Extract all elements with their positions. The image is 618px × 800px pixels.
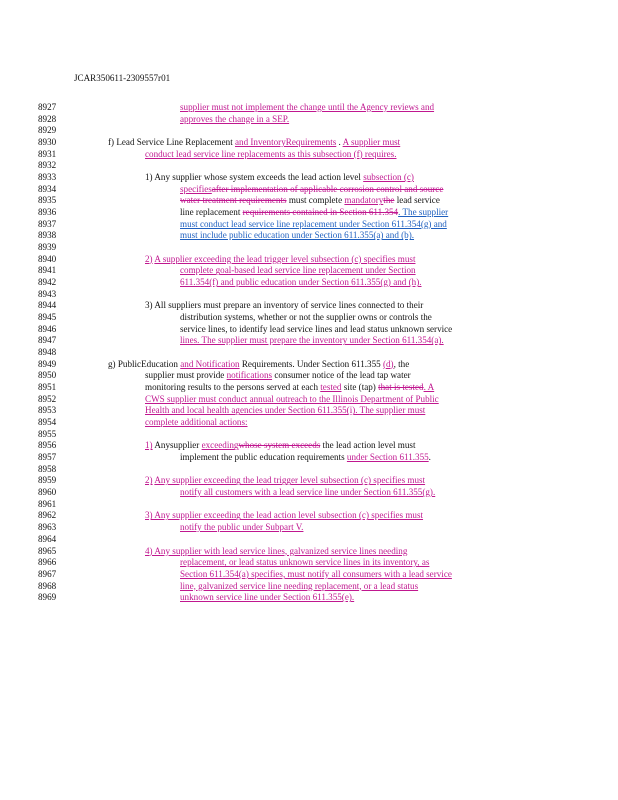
inserted-text: 4) Any supplier with lead service lines, galvanized service lines needing [145, 545, 408, 556]
inserted-text: supplier must not implement the change until the Agency reviews and [180, 102, 435, 112]
text-segment: must complete [286, 195, 345, 206]
line-text [145, 299, 423, 311]
line-number: 8936 [38, 207, 57, 217]
deleted-text: water treatment requirements [180, 195, 287, 206]
deleted-text: whose system exceeds [238, 440, 321, 451]
line-number: 8951 [38, 382, 57, 393]
line-text [145, 509, 423, 521]
deleted-text: requirements contained in Section 611.354 [242, 207, 399, 217]
line-text [108, 136, 400, 148]
line-text [145, 171, 414, 183]
line-number: 8935 [38, 195, 57, 206]
line-number: 8930 [38, 137, 57, 147]
line-number: 8929 [38, 125, 57, 136]
text-segment: Anysupplier [152, 440, 202, 451]
line-number: 8933 [38, 172, 57, 182]
document-line [38, 334, 598, 346]
line-text [145, 369, 411, 381]
inserted-text: line, galvanized service line needing replacement, or a lead status [180, 580, 419, 591]
document-line [38, 101, 598, 113]
inserted-text: Section 611.354(a) specifies, must notify all consumers with a lead service [180, 568, 452, 579]
line-text [180, 229, 414, 241]
line-text [180, 311, 432, 323]
document-line [38, 171, 598, 183]
document-line [38, 229, 598, 241]
line-text [145, 474, 425, 486]
line-number: 8949 [38, 358, 57, 369]
line-text [180, 451, 431, 463]
document-line [38, 428, 598, 440]
document-line [38, 463, 598, 475]
line-number: 8940 [38, 253, 57, 264]
line-number: 8957 [38, 452, 57, 463]
line-text [180, 276, 422, 288]
document-line [38, 148, 598, 160]
line-text [180, 486, 435, 498]
line-text [180, 334, 444, 346]
document-line [38, 521, 598, 533]
document-line [38, 451, 598, 463]
inserted-text: specifies [180, 183, 212, 194]
line-number: 8953 [38, 405, 57, 416]
line-number: 8941 [38, 265, 57, 276]
text-segment: supplier must provide [145, 370, 227, 381]
line-text [145, 253, 415, 265]
text-segment: service lines, to identify lead service lines and lead status unknown service [180, 323, 453, 334]
line-text [180, 323, 452, 335]
line-number: 8962 [38, 510, 57, 521]
inserted-text: . A [423, 382, 435, 393]
inserted-text: must include public education under Section 611.355(a) and (b). [180, 230, 415, 241]
line-text [145, 439, 415, 451]
line-number: 8939 [38, 242, 57, 252]
document-line [38, 241, 598, 253]
text-segment: 1) Any supplier whose system exceeds the lead action level [145, 172, 364, 182]
document-line [38, 381, 598, 393]
document-line [38, 311, 598, 323]
line-number: 8956 [38, 440, 57, 451]
line-text [180, 556, 429, 568]
document-line [38, 194, 598, 206]
line-text [145, 416, 248, 428]
document-line [38, 369, 598, 381]
text-segment: Requirements. Under Section 611.355 [239, 358, 383, 369]
document-line [38, 439, 598, 451]
document-line [38, 218, 598, 230]
line-text [180, 521, 303, 533]
line-number: 8952 [38, 393, 57, 404]
line-text [180, 591, 354, 603]
inserted-text: approves the change in a SEP. [180, 113, 290, 124]
document-line [38, 253, 598, 265]
text-segment: the lead action level must [320, 440, 416, 451]
inserted-text: exceeding [201, 440, 239, 451]
document-header: JCAR350611-2309557r01 [74, 73, 171, 83]
deleted-text: the [383, 195, 395, 206]
inserted-text: lines. The supplier must prepare the inventory under Section 611.354(a). [180, 335, 444, 346]
inserted-text: replacement, or lead status unknown service lines in its inventory, as [180, 557, 430, 568]
document-line [38, 264, 598, 276]
text-segment: distribution systems, whether or not the supplier owns or controls the [180, 312, 432, 323]
line-text [180, 113, 289, 125]
document-line [38, 159, 598, 171]
document-line [38, 323, 598, 335]
document-line [38, 288, 598, 300]
line-text [108, 358, 409, 370]
line-number: 8958 [38, 463, 57, 474]
inserted-text: 611.354(f) and public education under Section 611.355(g) and (h). [180, 277, 422, 288]
document-line [38, 556, 598, 568]
document-line [38, 404, 598, 416]
document-line [38, 568, 598, 580]
line-number: 8942 [38, 277, 57, 288]
deleted-text: that is tested [378, 382, 424, 393]
line-text [145, 148, 397, 160]
inserted-text: complete additional actions: [145, 417, 248, 428]
document-line [38, 486, 598, 498]
line-number: 8961 [38, 498, 57, 509]
line-number: 8946 [38, 323, 57, 334]
text-segment: . [428, 452, 431, 463]
inserted-text: tested [320, 382, 342, 393]
document-line [38, 183, 598, 195]
line-text [180, 206, 448, 218]
text-segment: . [336, 137, 343, 147]
text-segment: , the [393, 358, 410, 369]
deleted-text: after implementation of applicable corrosion control and source [211, 183, 444, 194]
line-number: 8959 [38, 475, 57, 486]
inserted-text: 1) [145, 440, 153, 451]
document-line [38, 299, 598, 311]
document-line [38, 206, 598, 218]
inserted-text: . The supplier [398, 207, 449, 217]
line-number: 8947 [38, 335, 57, 346]
inserted-text: under Section 611.355 [346, 452, 429, 463]
line-number: 8927 [38, 102, 57, 112]
line-text [145, 404, 425, 416]
document-line [38, 533, 598, 545]
document-line [38, 474, 598, 486]
line-number: 8928 [38, 113, 57, 124]
document-line [38, 416, 598, 428]
inserted-text: CWS supplier must conduct annual outreach to the Illinois Department of Public [145, 393, 439, 404]
document-line [38, 136, 598, 148]
line-number: 8938 [38, 230, 57, 241]
line-number: 8931 [38, 148, 57, 159]
line-number: 8954 [38, 417, 57, 428]
document-line [38, 545, 598, 557]
inserted-text: mandatory [344, 195, 384, 206]
inserted-text: Health and local health agencies under Section 611.355(i). The supplier must [145, 405, 426, 416]
line-text [180, 580, 418, 592]
text-segment: consumer notice of the lead tap water [272, 370, 411, 381]
inserted-text: notifications [226, 370, 273, 381]
inserted-text: (d) [382, 358, 394, 369]
line-number: 8965 [38, 545, 57, 556]
text-segment: site (tap) [341, 382, 379, 393]
text-segment: implement the public education requirements [180, 452, 347, 463]
inserted-text: conduct lead service line replacements as this subsection (f) requires. [145, 148, 397, 159]
line-text [180, 568, 452, 580]
inserted-text: A supplier must [342, 137, 401, 147]
line-number: 8966 [38, 557, 57, 568]
text-segment: line replacement [180, 207, 243, 217]
inserted-text: notify all customers with a lead service line under Section 611.355(g). [180, 487, 436, 498]
document-line [38, 393, 598, 405]
inserted-text: A supplier exceeding the lead trigger level subsection (c) specifies must [154, 253, 416, 264]
text-segment: monitoring results to the persons served at each [145, 382, 321, 393]
document-line [38, 358, 598, 370]
inserted-text: must conduct lead service line replacement under Section 611.354(g) and [180, 218, 447, 229]
inserted-text: 2) [145, 475, 153, 486]
text-segment: g) PublicEducation [108, 358, 181, 369]
line-text [145, 545, 407, 557]
inserted-text: notify the public under Subpart V. [180, 522, 304, 533]
line-number: 8964 [38, 533, 57, 544]
inserted-text: Any supplier exceeding the lead trigger level subsection (c) specifies must [154, 475, 426, 486]
inserted-text: 2) [145, 253, 153, 264]
inserted-text: and Notification [180, 358, 240, 369]
text-segment: 3) All suppliers must prepare an inventory of service lines connected to their [145, 300, 424, 311]
inserted-text: subsection (c) [363, 172, 414, 182]
line-number: 8932 [38, 160, 57, 171]
line-text [145, 393, 439, 405]
line-text [180, 194, 440, 206]
line-number: 8960 [38, 487, 57, 498]
line-number: 8967 [38, 568, 57, 579]
document-line [38, 276, 598, 288]
line-number: 8945 [38, 312, 57, 323]
document-line [38, 498, 598, 510]
document-line [38, 113, 598, 125]
text-segment: f) Lead Service Line Replacement [108, 137, 235, 147]
document-line [38, 509, 598, 521]
line-text [180, 183, 443, 195]
line-number: 8969 [38, 592, 57, 603]
line-text [145, 381, 434, 393]
line-number: 8948 [38, 347, 57, 358]
inserted-text: complete goal-based lead service line replacement under Section [180, 265, 416, 276]
line-text [180, 264, 416, 276]
line-number: 8944 [38, 300, 57, 311]
line-text [180, 101, 434, 113]
document-line [38, 580, 598, 592]
line-number: 8934 [38, 183, 57, 194]
line-text [180, 218, 447, 230]
inserted-text: unknown service line under Section 611.355(e). [180, 592, 355, 603]
document-line [38, 346, 598, 358]
document-line [38, 124, 598, 136]
line-number: 8955 [38, 428, 57, 439]
line-number: 8968 [38, 580, 57, 591]
line-number: 8937 [38, 218, 57, 229]
inserted-text: 3) Any supplier exceeding the lead action level subsection (c) specifies must [145, 510, 424, 521]
line-number: 8943 [38, 288, 57, 299]
line-number: 8950 [38, 370, 57, 381]
document-line [38, 591, 598, 603]
inserted-text: and InventoryRequirements [235, 137, 337, 147]
line-number: 8963 [38, 522, 57, 533]
text-segment: lead service [394, 195, 440, 206]
